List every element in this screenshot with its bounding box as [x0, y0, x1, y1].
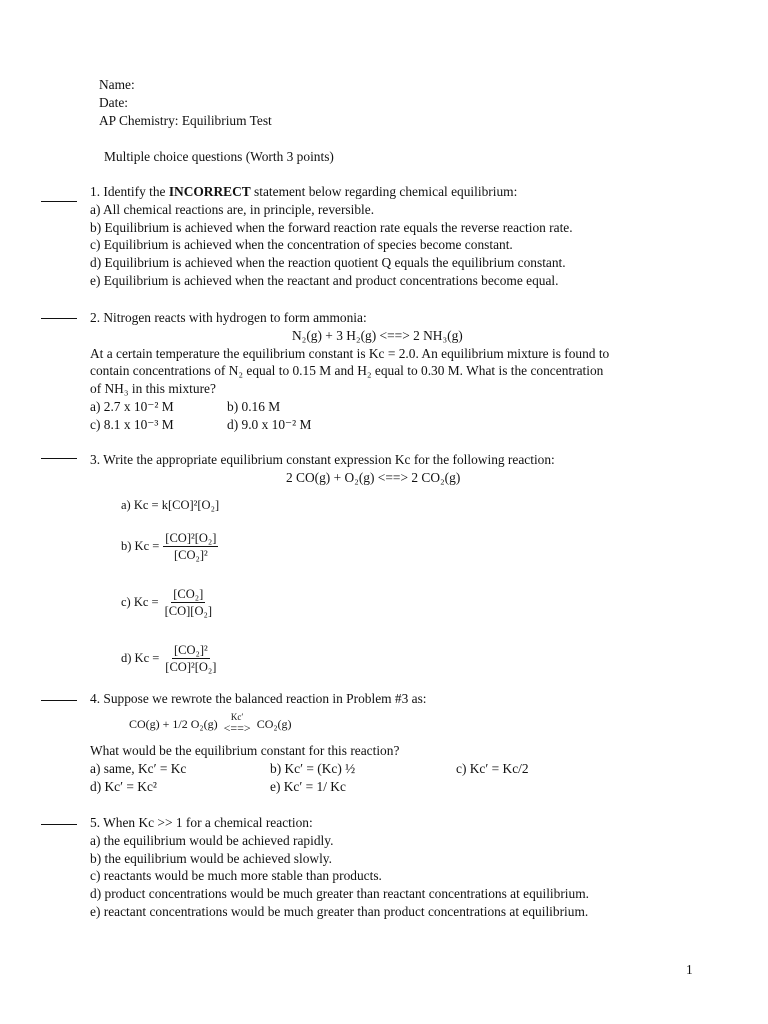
question-2-prompt: 2. Nitrogen reacts with hydrogen to form ammonia:: [90, 310, 367, 325]
q3-option-c-numerator: [CO₂]: [173, 587, 204, 601]
answer-blank-q5[interactable]: [41, 824, 77, 825]
q5-option-c: c) reactants would be much more stable than products.: [90, 868, 382, 884]
question-4: [90, 690, 427, 708]
q5-option-b: b) the equilibrium would be achieved slowly.: [90, 850, 332, 866]
q1-option-c: c) Equilibrium is achieved when the concentration of species become constant.: [90, 237, 513, 253]
q4-equation: [129, 712, 292, 734]
question-2: [90, 309, 609, 434]
q3-equation: 2 CO(g) + O₂(g) <==> 2 CO₂(g): [286, 469, 461, 485]
question-3: [90, 451, 555, 487]
question-5: [90, 814, 589, 921]
q4-option-d: d) Kc′ = Kc²: [90, 778, 157, 794]
q3-option-b-denominator: [CO₂]²: [173, 548, 208, 562]
q4-option-c: c) Kc′ = Kc/2: [456, 760, 529, 776]
date-label: Date:: [99, 95, 128, 110]
q1-option-d: d) Equilibrium is achieved when the reaction quotient Q equals the equilibrium constant.: [90, 255, 566, 271]
q1-option-a: a) All chemical reactions are, in principle, reversible.: [90, 201, 375, 217]
question-3-prompt: 3. Write the appropriate equilibrium constant expression Kc for the following reaction:: [90, 452, 555, 467]
q2-body-line-2: contain concentrations of N₂ equal to 0.15 M and H₂ equal to 0.30 M. What is the concentration: [90, 363, 604, 379]
q2-equation: N₂(g) + 3 H₂(g) <==> 2 NH₃(g): [292, 327, 463, 343]
q3-option-c: [121, 586, 214, 619]
q2-body-line-1: At a certain temperature the equilibrium constant is Kc = 2.0. An equilibrium mixture is found to: [90, 345, 610, 361]
q4-equation-left: CO(g) + 1/2 O₂(g): [129, 717, 218, 732]
q4-question: What would be the equilibrium constant for this reaction?: [90, 743, 400, 758]
q3-option-b-fraction: [163, 530, 218, 563]
q4-arrow-label: Kc′: [230, 712, 244, 722]
question-1: [90, 183, 573, 290]
q2-body-line-3: of NH₃ in this mixture?: [90, 381, 216, 397]
page-title: AP Chemistry: Equilibrium Test: [99, 113, 272, 128]
q4-equation-right: CO₂(g): [256, 717, 292, 732]
q4-option-e: e) Kc′ = 1/ Kc: [270, 778, 346, 794]
name-label: Name:: [99, 77, 135, 92]
q3-option-d-denominator: [CO]²[O₂]: [165, 660, 217, 674]
q3-option-d: [121, 642, 218, 675]
section-heading: Multiple choice questions (Worth 3 points): [104, 149, 334, 164]
page-number: 1: [686, 962, 693, 977]
q3-option-a-text: a) Kc = k[CO]²[O₂]: [121, 498, 220, 512]
q3-option-b: [121, 530, 218, 563]
q3-option-a: [121, 497, 219, 515]
q1-option-b: b) Equilibrium is achieved when the forward reaction rate equals the reverse reaction rate.: [90, 219, 573, 235]
q4-arrow: <==>: [223, 721, 251, 735]
answer-blank-q1[interactable]: [41, 201, 77, 202]
q5-option-d: d) product concentrations would be much greater than reactant concentrations at equilibrium.: [90, 886, 589, 902]
q3-option-d-label: d) Kc =: [121, 650, 160, 665]
q2-option-b: b) 0.16 M: [227, 398, 281, 414]
q3-option-b-label: b) Kc =: [121, 538, 160, 553]
question-5-prompt: 5. When Kc >> 1 for a chemical reaction:: [90, 815, 313, 830]
q2-option-d: d) 9.0 x 10⁻² M: [227, 416, 312, 432]
q1-option-e: e) Equilibrium is achieved when the reactant and product concentrations become equal.: [90, 272, 559, 288]
q3-option-c-label: c) Kc =: [121, 594, 159, 609]
question-4-prompt: 4. Suppose we rewrote the balanced reaction in Problem #3 as:: [90, 691, 427, 706]
q3-option-d-fraction: [163, 642, 218, 675]
q3-option-b-numerator: [CO]²[O₂]: [165, 531, 217, 545]
q2-option-c: c) 8.1 x 10⁻³ M: [90, 416, 174, 432]
question-1-prompt: 1. Identify the INCORRECT statement below regarding chemical equilibrium:: [90, 184, 518, 199]
q4-equation-arrow: [224, 712, 251, 734]
q3-option-c-denominator: [CO][O₂]: [164, 604, 212, 618]
answer-blank-q2[interactable]: [41, 318, 77, 319]
q4-option-a: a) same, Kc′ = Kc: [90, 760, 187, 776]
question-4-choices: [90, 742, 529, 795]
answer-blank-q3[interactable]: [41, 458, 77, 459]
q2-option-a: a) 2.7 x 10⁻² M: [90, 398, 174, 414]
answer-blank-q4[interactable]: [41, 700, 77, 701]
q3-option-c-fraction: [163, 586, 214, 619]
q5-option-e: e) reactant concentrations would be much greater than product concentrations at equilibrium.: [90, 903, 589, 919]
q5-option-a: a) the equilibrium would be achieved rapidly.: [90, 832, 334, 848]
q4-option-b: b) Kc′ = (Kc) ½: [270, 760, 356, 776]
q3-option-d-numerator: [CO₂]²: [173, 643, 208, 657]
